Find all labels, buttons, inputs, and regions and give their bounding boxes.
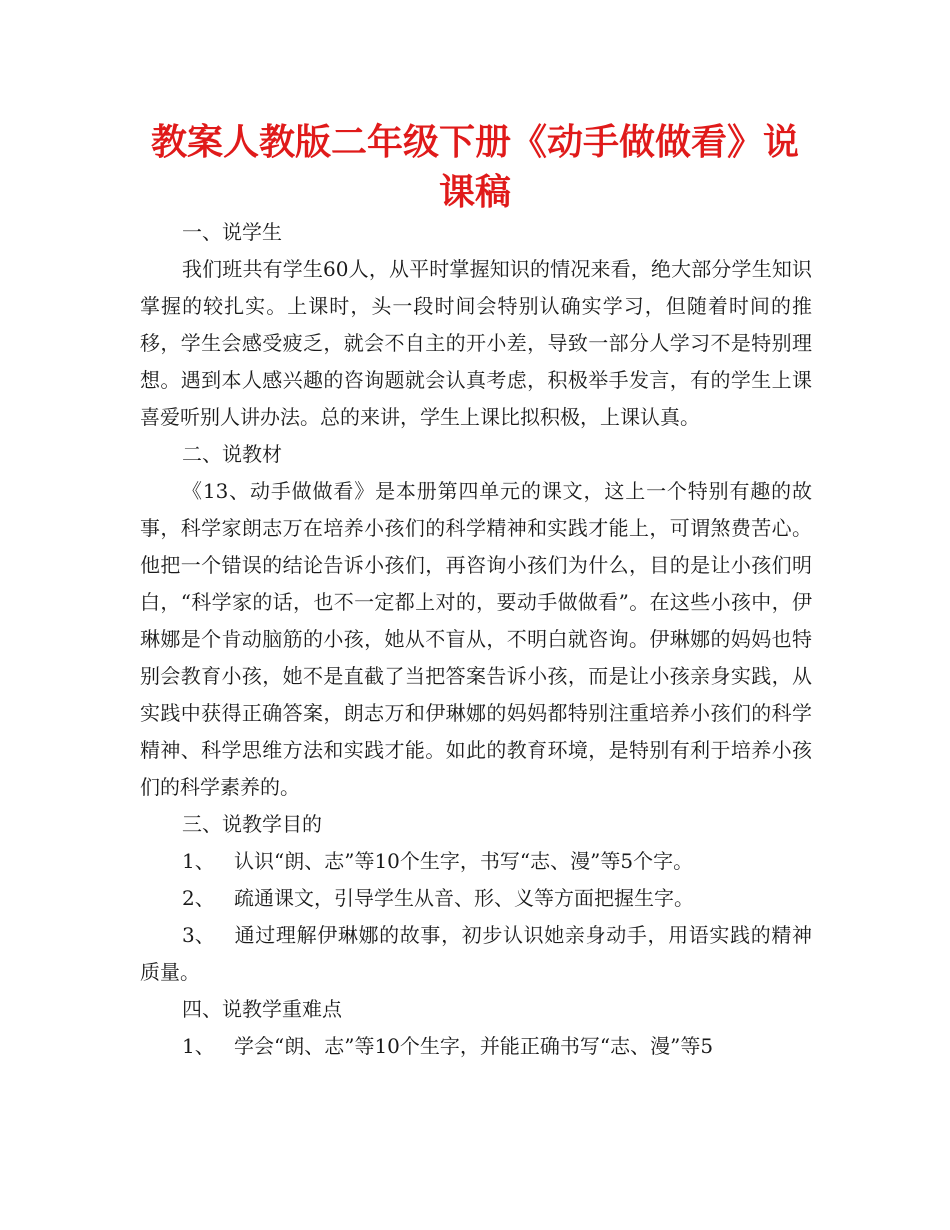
- section-heading-key-points: 四、说教学重难点: [182, 997, 342, 1021]
- list-number: 1、: [182, 1034, 215, 1058]
- section-heading-textbook: 二、说教材: [182, 442, 282, 466]
- document-title: 教案人教版二年级下册《动手做做看》说课稿: [150, 122, 799, 213]
- objective-item: [140, 843, 812, 880]
- list-text: 疏通课文，引导学生从音、形、义等方面把握生字。: [234, 886, 694, 910]
- list-text: 认识“朗、志”等10个生字，书写“志、漫”等5个字。: [234, 849, 694, 873]
- objective-item: [140, 917, 812, 991]
- key-point-item: [140, 1028, 812, 1065]
- list-text: 通过理解伊琳娜的故事，初步认识她亲身动手，用语实践的精神质量。: [140, 923, 812, 984]
- paragraph-students: 我们班共有学生60人，从平时掌握知识的情况来看，绝大部分学生知识掌握的较扎实。上课时，头一段时间会特别认确实学习，但随着时间的推移，学生会感受疲乏，就会不自主的开小差，导致一部分人学习不是特别理想。遇到本人感兴趣的咨询题就会认真考虑，积极举手发言，有的学生上课喜爱听别人讲办法。总的来讲，学生上课比拟积极，上课认真。: [140, 257, 812, 429]
- list-text: 学会“朗、志”等10个生字，并能正确书写“志、漫”等5: [234, 1034, 714, 1058]
- section-heading-students: 一、说学生: [182, 220, 282, 244]
- list-number: 3、: [182, 923, 215, 947]
- section-heading-objectives: 三、说教学目的: [182, 812, 322, 836]
- objective-item: [140, 880, 812, 917]
- list-number: 2、: [182, 886, 215, 910]
- document-body: [140, 214, 812, 1065]
- paragraph-textbook: 《13、动手做做看》是本册第四单元的课文，这上一个特别有趣的故事，科学家朗志万在培养小孩们的科学精神和实践才能上，可谓煞费苦心。他把一个错误的结论告诉小孩们，再咨询小孩们为什么，目的是让小孩们明白，“科学家的话，也不一定都上对的，要动手做做看”。在这些小孩中，伊琳娜是个肯动脑筋的小孩，她从不盲从，不明白就咨询。伊琳娜的妈妈也特别会教育小孩，她不是直截了当把答案告诉小孩，而是让小孩亲身实践，从实践中获得正确答案，朗志万和伊琳娜的妈妈都特别注重培养小孩们的科学精神、科学思维方法和实践才能。如此的教育环境，是特别有利于培养小孩们的科学素养的。: [140, 479, 812, 799]
- list-number: 1、: [182, 849, 215, 873]
